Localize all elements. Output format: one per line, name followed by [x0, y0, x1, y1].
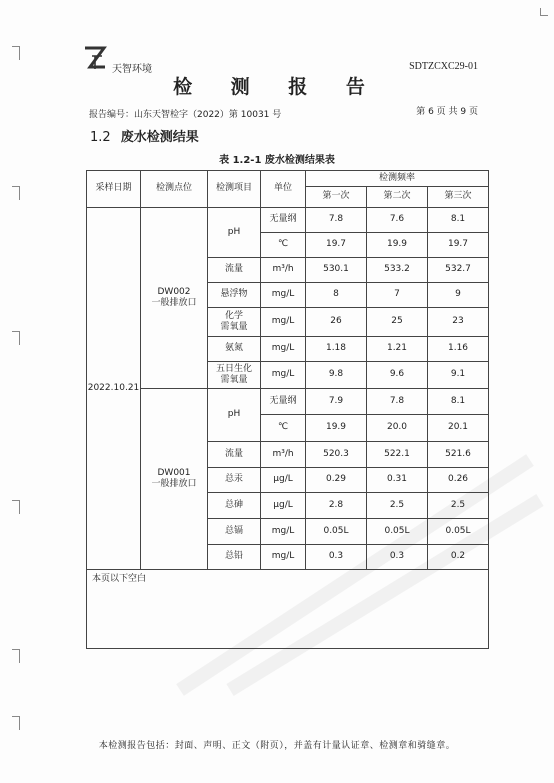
header-second: 第二次 — [367, 187, 428, 208]
value-cell: 8.1 — [428, 208, 489, 233]
header-frequency: 检测频率 — [306, 171, 489, 187]
sampling-date-cell: 2022.10.21 — [87, 208, 141, 570]
table-row — [87, 208, 489, 233]
item-cell: 氨氮 — [208, 337, 261, 362]
item-cell: 悬浮物 — [208, 283, 261, 308]
header-unit: 单位 — [261, 171, 306, 208]
header-third: 第三次 — [428, 187, 489, 208]
value-cell: 25 — [367, 308, 428, 337]
value-cell: 7.8 — [306, 208, 367, 233]
binding-margin-mark — [12, 716, 20, 730]
value-cell: 19.9 — [367, 233, 428, 258]
blank-note: 本页以下空白 — [87, 570, 489, 649]
value-cell: 0.05L — [367, 519, 428, 545]
document-code: SDTZCXC29-01 — [409, 61, 478, 72]
footer-note: 本检测报告包括：封面、声明、正文（附页），并盖有计量认证章、检测章和骑缝章。 — [98, 741, 456, 751]
value-cell: 8 — [306, 283, 367, 308]
value-cell: 532.7 — [428, 258, 489, 283]
company-name: 天智环境 — [112, 64, 152, 75]
item-cell: pH — [208, 208, 261, 258]
value-cell: 26 — [306, 308, 367, 337]
binding-margin-mark — [12, 46, 20, 60]
item-cell: 流量 — [208, 258, 261, 283]
value-cell: 0.3 — [306, 545, 367, 570]
unit-cell: mg/L — [261, 362, 306, 389]
value-cell: 20.0 — [367, 415, 428, 442]
unit-cell: 无量纲 — [261, 208, 306, 233]
value-cell: 20.1 — [428, 415, 489, 442]
blank-note-row — [87, 570, 489, 649]
item-cell: 五日生化 需氧量 — [208, 362, 261, 389]
item-cell: 化学 需氧量 — [208, 308, 261, 337]
value-cell: 1.16 — [428, 337, 489, 362]
value-cell: 9.6 — [367, 362, 428, 389]
value-cell: 19.7 — [428, 233, 489, 258]
item-cell: 总铅 — [208, 545, 261, 570]
value-cell: 0.3 — [367, 545, 428, 570]
value-cell: 521.6 — [428, 442, 489, 468]
value-cell: 530.1 — [306, 258, 367, 283]
binding-margin-mark — [12, 500, 20, 514]
header-first: 第一次 — [306, 187, 367, 208]
unit-cell: ℃ — [261, 415, 306, 442]
value-cell: 0.29 — [306, 468, 367, 493]
unit-cell: mg/L — [261, 283, 306, 308]
wastewater-results-table — [86, 170, 489, 649]
value-cell: 533.2 — [367, 258, 428, 283]
value-cell: 522.1 — [367, 442, 428, 468]
section-number: 1.2 — [90, 130, 111, 145]
item-cell: 总镉 — [208, 519, 261, 545]
value-cell: 2.5 — [367, 493, 428, 519]
table-caption: 表 1.2-1 废水检测结果表 — [219, 155, 335, 166]
unit-cell: m³/h — [261, 442, 306, 468]
page-number: 第 6 页 共 9 页 — [416, 107, 478, 117]
unit-cell: mg/L — [261, 519, 306, 545]
value-cell: 2.5 — [428, 493, 489, 519]
monitoring-point-cell: DW001 一般排放口 — [141, 389, 208, 570]
unit-cell: ℃ — [261, 233, 306, 258]
unit-cell: μg/L — [261, 468, 306, 493]
value-cell: 0.2 — [428, 545, 489, 570]
value-cell: 9.1 — [428, 362, 489, 389]
section-title: 废水检测结果 — [120, 130, 199, 145]
value-cell: 7.8 — [367, 389, 428, 415]
table-row — [87, 389, 489, 415]
value-cell: 1.18 — [306, 337, 367, 362]
binding-margin-mark — [12, 649, 20, 663]
monitoring-point-cell: DW002 一般排放口 — [141, 208, 208, 389]
value-cell: 9 — [428, 283, 489, 308]
item-cell: 总砷 — [208, 493, 261, 519]
corner-crop-mark — [540, 8, 548, 16]
binding-margin-mark — [12, 331, 20, 345]
value-cell: 0.05L — [428, 519, 489, 545]
value-cell: 19.7 — [306, 233, 367, 258]
value-cell: 520.3 — [306, 442, 367, 468]
unit-cell: 无量纲 — [261, 389, 306, 415]
page-title: 检 测 报 告 — [173, 76, 381, 98]
header-date: 采样日期 — [87, 171, 141, 208]
unit-cell: μg/L — [261, 493, 306, 519]
header-item: 检测项目 — [208, 171, 261, 208]
value-cell: 0.31 — [367, 468, 428, 493]
value-cell: 0.26 — [428, 468, 489, 493]
section-heading — [90, 126, 199, 145]
binding-margin-mark — [12, 186, 20, 200]
company-logo — [82, 46, 108, 70]
value-cell: 9.8 — [306, 362, 367, 389]
value-cell: 7.9 — [306, 389, 367, 415]
value-cell: 0.05L — [306, 519, 367, 545]
report-number: 报告编号：山东天智检字（2022）第 10031 号 — [89, 110, 282, 120]
item-cell: 总汞 — [208, 468, 261, 493]
value-cell: 23 — [428, 308, 489, 337]
unit-cell: mg/L — [261, 308, 306, 337]
value-cell: 7 — [367, 283, 428, 308]
unit-cell: mg/L — [261, 545, 306, 570]
item-cell: pH — [208, 389, 261, 442]
unit-cell: m³/h — [261, 258, 306, 283]
item-cell: 流量 — [208, 442, 261, 468]
value-cell: 2.8 — [306, 493, 367, 519]
value-cell: 19.9 — [306, 415, 367, 442]
value-cell: 7.6 — [367, 208, 428, 233]
value-cell: 8.1 — [428, 389, 489, 415]
header-point: 检测点位 — [141, 171, 208, 208]
value-cell: 1.21 — [367, 337, 428, 362]
unit-cell: mg/L — [261, 337, 306, 362]
